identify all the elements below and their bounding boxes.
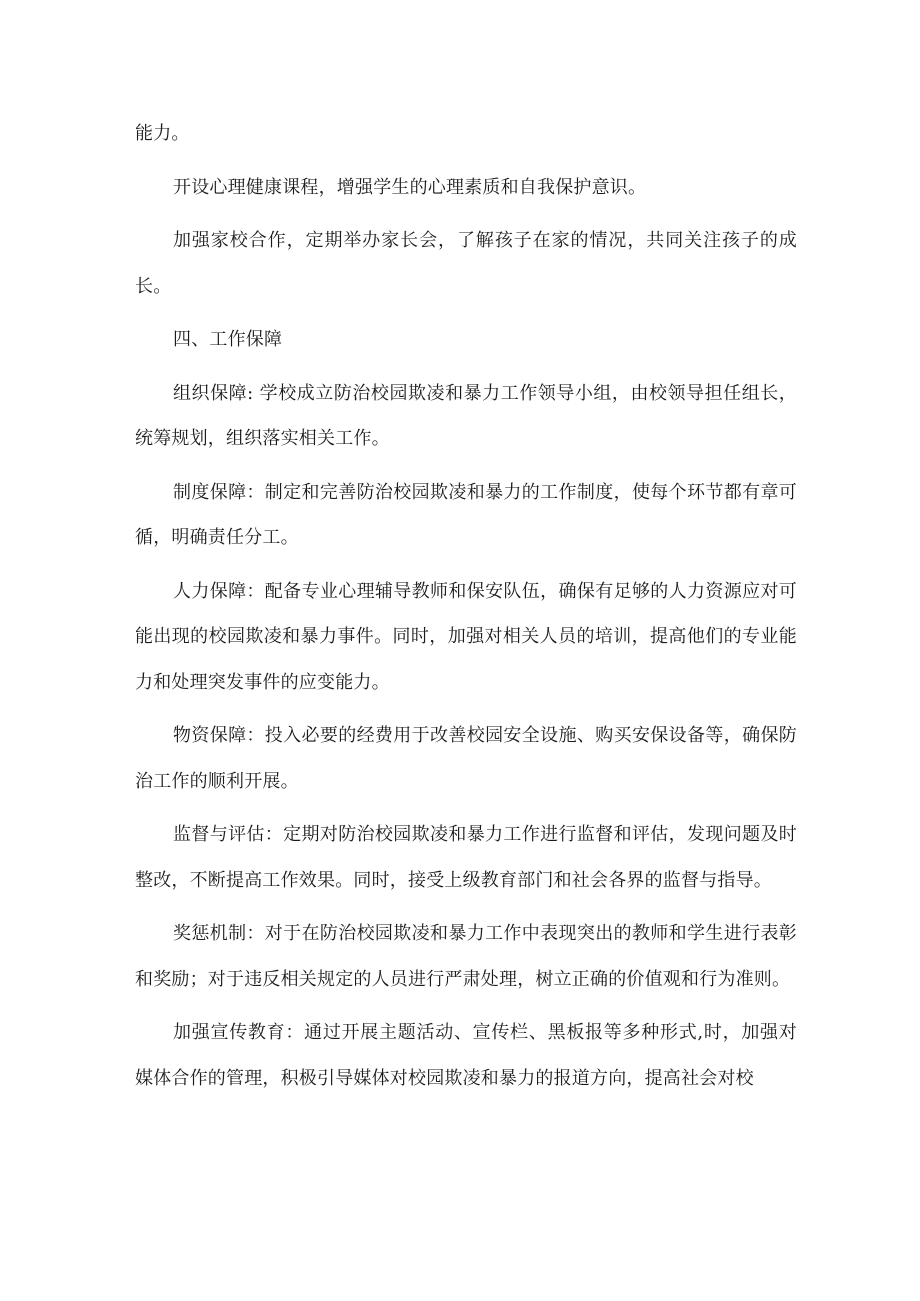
paragraph-manpower: 人力保障：配备专业心理辅导教师和保安队伍，确保有足够的人力资源应对可能出现的校园欺凌和暴力事件。同时，加强对相关人员的培训，提高他们的专业能力和处理突发事件的应变能力。: [135, 580, 797, 693]
section-heading: 四、工作保障: [173, 329, 283, 350]
paragraph-supervision: 监督与评估：定期对防治校园欺凌和暴力工作进行监督和评估，发现问题及时整改，不断提高工作效果。同时，接受上级教育部门和社会各界的监督与指导。: [135, 824, 797, 891]
paragraph-publicity: 加强宣传教育：通过开展主题活动、宣传栏、黑板报等多种形式,时，加强对媒体合作的管理，积极引导媒体对校园欺凌和暴力的报道方向，提高社会对校: [135, 1022, 797, 1089]
paragraph-materials: 物资保障：投入必要的经费用于改善校园安全设施、购买安保设备等，确保防治工作的顺利开展。: [135, 725, 797, 792]
paragraph-1: 能力。: [135, 123, 190, 144]
document-body: [135, 111, 797, 1109]
paragraph-2: 开设心理健康课程，增强学生的心理素质和自我保护意识。: [173, 176, 647, 198]
paragraph-3: 加强家校合作，定期举办家长会，了解孩子在家的情况，共同关注孩子的成长。: [135, 230, 797, 297]
paragraph-rewards: 奖惩机制：对于在防治校园欺凌和暴力工作中表现突出的教师和学生进行表彰和奖励；对于违反相关规定的人员进行严肃处理，树立正确的价值观和行为准则。: [135, 923, 797, 990]
paragraph-system: 制度保障：制定和完善防治校园欺凌和暴力的工作制度，使每个环节都有章可循，明确责任分工。: [135, 481, 797, 548]
paragraph-organization: 组织保障: 学校成立防治校园欺凌和暴力工作领导小组，由校领导担任组长，统筹规划，组织落实相关工作。: [135, 382, 797, 449]
